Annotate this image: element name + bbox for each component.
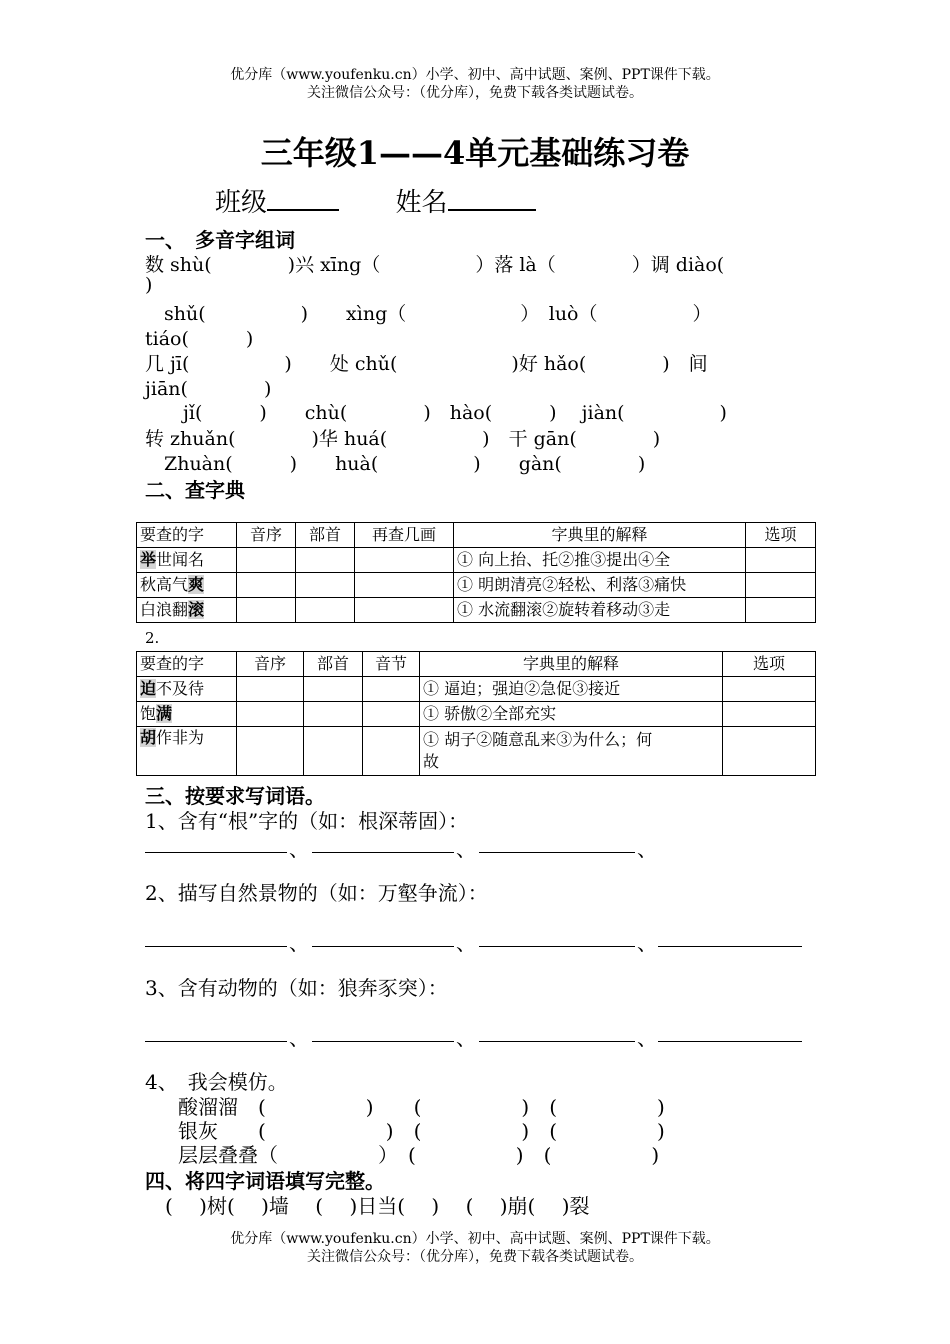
idiom-fill-line: ( )树( )墙 ( )日当( ) ( )崩( )裂 — [165, 1194, 590, 1218]
answer-blank[interactable] — [479, 852, 635, 853]
polyphone-line: 几 jī( ) 处 chǔ( )好 hǎo( ) 间 — [145, 353, 708, 375]
input-cell[interactable] — [363, 677, 420, 702]
answer-blank[interactable] — [479, 946, 635, 947]
input-cell[interactable] — [237, 573, 296, 598]
input-cell[interactable] — [363, 727, 420, 776]
answer-blank[interactable] — [145, 852, 287, 853]
question-3: 3、含有动物的（如：狼奔豕突）： — [145, 976, 448, 1000]
target-char: 举 — [140, 550, 157, 569]
input-cell[interactable] — [304, 702, 363, 727]
table-header-cell: 要查的字 — [137, 523, 237, 548]
input-cell[interactable] — [237, 677, 304, 702]
table-row — [137, 702, 816, 727]
table-row — [137, 573, 816, 598]
meaning-text: ① 胡子②随意乱来③为什么；何 — [423, 730, 653, 749]
word-rest: 秋高气 — [140, 575, 189, 594]
input-cell[interactable] — [296, 548, 355, 573]
separator: 、 — [289, 1026, 309, 1050]
word-cell — [137, 598, 237, 623]
word-rest: 白浪翻 — [140, 600, 189, 619]
separator: 、 — [289, 837, 309, 861]
imitation-line: 层层叠叠（ ） ( ) ( ) — [178, 1143, 660, 1167]
footer-line-1: 优分库（www.youfenku.cn）小学、初中、高中试题、案例、PPT课件下载。 — [230, 1231, 720, 1247]
word-rest: 作非为 — [156, 728, 205, 747]
answer-blank[interactable] — [312, 1041, 454, 1042]
separator: 、 — [456, 837, 476, 861]
table-header-cell: 选项 — [746, 523, 816, 548]
footer-line-2: 关注微信公众号：（优分库），免费下载各类试题试卷。 — [307, 1249, 643, 1265]
table-header-cell: 字典里的解释 — [420, 652, 723, 677]
table-row — [137, 598, 816, 623]
input-cell[interactable] — [237, 548, 296, 573]
input-cell[interactable] — [237, 727, 304, 776]
input-cell[interactable] — [237, 702, 304, 727]
section-3-heading: 三、按要求写词语。 — [145, 784, 325, 808]
meaning-cell: ① 明朗清亮②轻松、利落③痛快 — [454, 573, 746, 598]
table-header-cell: 音节 — [363, 652, 420, 677]
target-char: 滚 — [188, 600, 205, 619]
input-cell[interactable] — [304, 677, 363, 702]
class-label: 班级 — [215, 188, 268, 218]
table-header-cell: 要查的字 — [137, 652, 237, 677]
meaning-cell: ① 水流翻滚②旋转着移动③走 — [454, 598, 746, 623]
meaning-text: 故 — [423, 752, 440, 771]
table-row — [137, 677, 816, 702]
question-2: 2、描写自然景物的（如：万壑争流）： — [145, 881, 488, 905]
separator: 、 — [637, 1026, 657, 1050]
meaning-cell: ① 向上抬、托②推③提出④全 — [454, 548, 746, 573]
input-cell[interactable] — [304, 727, 363, 776]
separator: 、 — [289, 931, 309, 955]
name-label: 姓名 — [395, 188, 448, 218]
table-header-row — [137, 652, 816, 677]
input-cell[interactable] — [363, 702, 420, 727]
table-header-cell: 音序 — [237, 523, 296, 548]
meaning-cell: ① 逼迫；强迫②急促③接近 — [420, 677, 723, 702]
table-header-cell: 部首 — [296, 523, 355, 548]
separator: 、 — [637, 931, 657, 955]
table-row — [137, 727, 816, 776]
sub-number-2: 2. — [145, 629, 160, 647]
polyphone-line: 数 shù( )兴 xīng（ ）落 là（ ）调 diào( — [145, 254, 725, 276]
word-rest: 不及待 — [156, 679, 205, 698]
answer-blank[interactable] — [145, 1041, 287, 1042]
input-cell[interactable] — [355, 573, 454, 598]
dictionary-table-1 — [136, 522, 816, 623]
dictionary-table-2 — [136, 651, 816, 776]
input-cell[interactable] — [723, 702, 816, 727]
imitation-line: 银灰 ( ) ( ) ( ) — [178, 1119, 665, 1143]
header-line-2: 关注微信公众号：（优分库），免费下载各类试题试卷。 — [307, 85, 643, 101]
separator: 、 — [456, 1026, 476, 1050]
input-cell[interactable] — [237, 598, 296, 623]
question-1: 1、含有“根”字的（如：根深蒂固）： — [145, 809, 469, 833]
separator: 、 — [637, 837, 657, 861]
input-cell[interactable] — [746, 548, 816, 573]
answer-blank[interactable] — [312, 946, 454, 947]
meaning-cell: ① 骄傲②全部充实 — [420, 702, 723, 727]
input-cell[interactable] — [355, 598, 454, 623]
input-cell[interactable] — [296, 573, 355, 598]
word-rest: 饱 — [140, 704, 157, 723]
table-header-cell: 选项 — [723, 652, 816, 677]
name-field[interactable] — [448, 208, 536, 211]
answer-blank[interactable] — [479, 1041, 635, 1042]
meaning-cell — [420, 727, 723, 776]
question-4: 4、 我会模仿。 — [145, 1070, 288, 1094]
table-header-cell: 再查几画 — [355, 523, 454, 548]
word-cell — [137, 727, 237, 776]
target-char: 迫 — [140, 679, 157, 698]
header-line-1: 优分库（www.youfenku.cn）小学、初中、高中试题、案例、PPT课件下载。 — [230, 67, 720, 83]
target-char: 胡 — [140, 728, 157, 747]
answer-blank[interactable] — [658, 946, 802, 947]
input-cell[interactable] — [296, 598, 355, 623]
answer-blank[interactable] — [145, 946, 287, 947]
input-cell[interactable] — [746, 598, 816, 623]
separator: 、 — [456, 931, 476, 955]
table-row — [137, 548, 816, 573]
section-1-heading: 一、 多音字组词 — [145, 228, 295, 252]
answer-blank[interactable] — [658, 1041, 802, 1042]
word-cell — [137, 573, 237, 598]
polyphone-line: tiáo( ) — [145, 328, 254, 350]
word-cell — [137, 548, 237, 573]
table-header-cell: 音序 — [237, 652, 304, 677]
word-cell — [137, 677, 237, 702]
page-title: 三年级1——4单元基础练习卷 — [260, 134, 690, 172]
student-info — [215, 182, 536, 219]
polyphone-line: shǔ( ) xìng（ ） luò（ ） — [145, 303, 712, 325]
input-cell[interactable] — [355, 548, 454, 573]
word-cell — [137, 702, 237, 727]
polyphone-line: ) — [145, 274, 153, 296]
polyphone-line: 转 zhuǎn( )华 huá( ) 干 gān( ) — [145, 428, 661, 450]
word-rest: 世闻名 — [156, 550, 205, 569]
answer-blank[interactable] — [312, 852, 454, 853]
imitation-line: 酸溜溜 ( ) ( ) ( ) — [178, 1095, 665, 1119]
table-header-cell: 字典里的解释 — [454, 523, 746, 548]
polyphone-line: jiān( ) — [145, 378, 272, 400]
section-2-heading: 二、查字典 — [145, 478, 245, 502]
target-char: 满 — [156, 704, 173, 723]
input-cell[interactable] — [746, 573, 816, 598]
target-char: 爽 — [188, 575, 205, 594]
polyphone-line: jǐ( ) chù( ) hào( ) jiàn( ) — [145, 402, 727, 424]
class-field[interactable] — [267, 208, 339, 211]
input-cell[interactable] — [723, 677, 816, 702]
polyphone-line: Zhuàn( ) huà( ) gàn( ) — [145, 453, 646, 475]
input-cell[interactable] — [723, 727, 816, 776]
section-4-heading: 四、将四字词语填写完整。 — [145, 1169, 385, 1193]
table-header-row — [137, 523, 816, 548]
table-header-cell: 部首 — [304, 652, 363, 677]
